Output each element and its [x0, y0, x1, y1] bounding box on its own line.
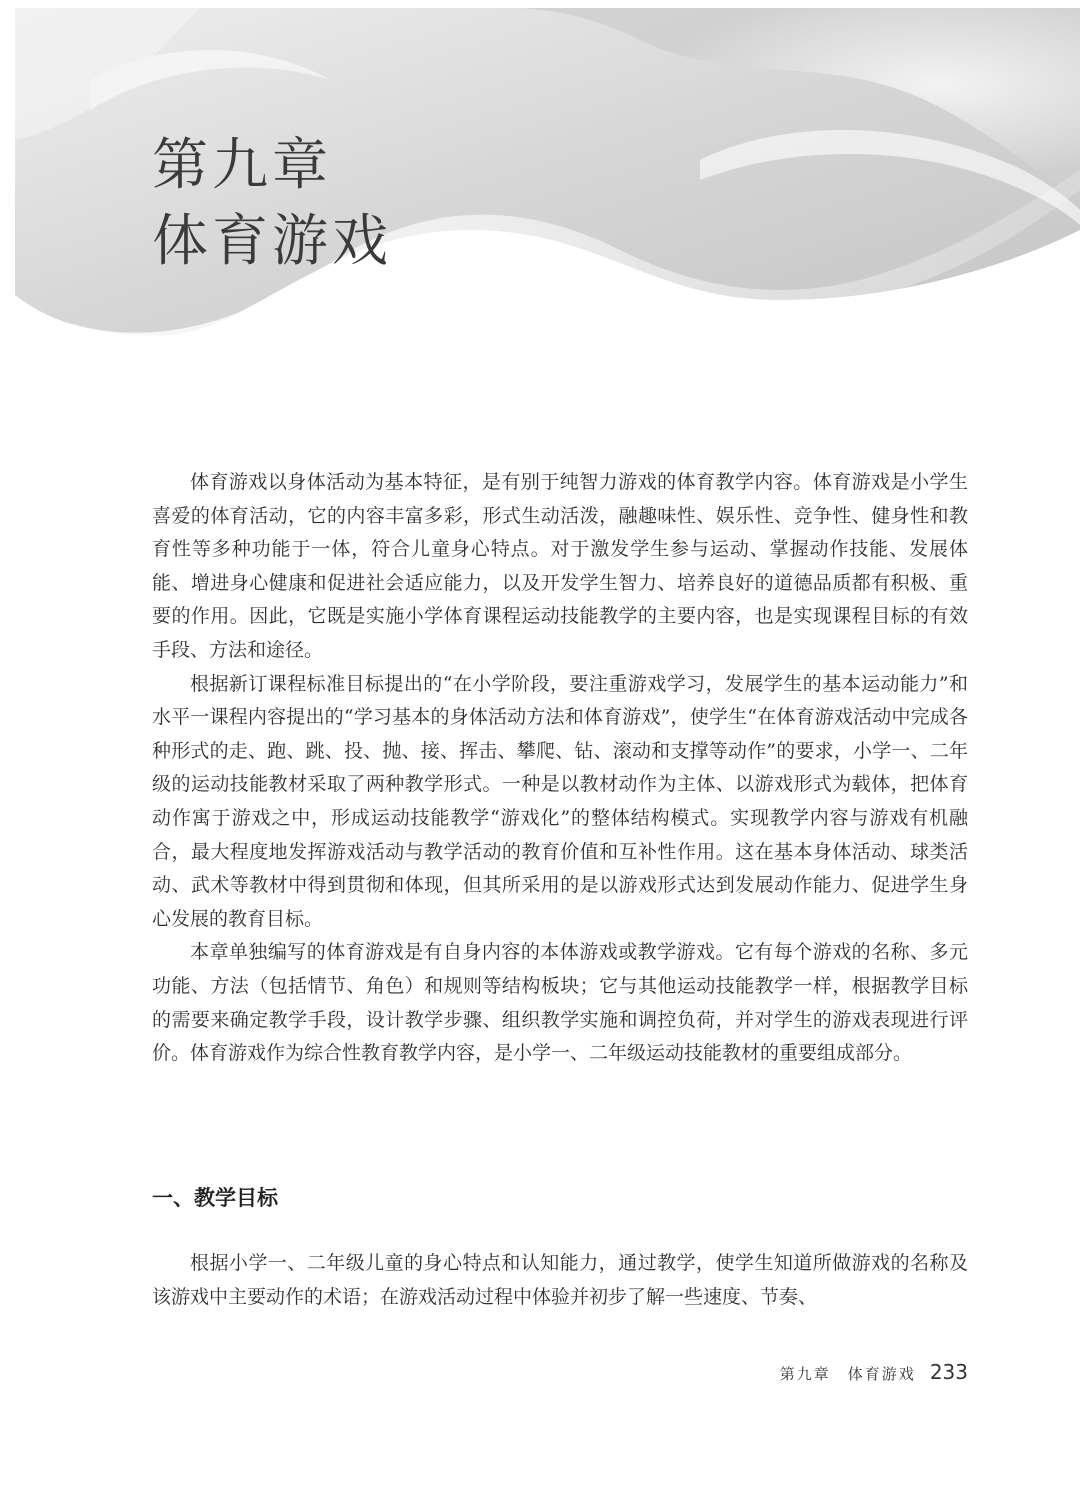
chapter-name: 体育游戏	[152, 209, 392, 274]
running-title: 第九章 体育游戏	[779, 1365, 916, 1383]
paragraph: 根据小学一、二年级儿童的身心特点和认知能力，通过教学，使学生知道所做游戏的名称及该游戏中主要动作的术语；在游戏活动过程中体验并初步了解一些速度、节奏、	[152, 1252, 968, 1308]
intro-body	[152, 466, 968, 1071]
page-footer	[780, 1360, 968, 1384]
section-heading: 一、教学目标	[152, 1186, 278, 1210]
chapter-number: 第九章	[152, 133, 332, 198]
paragraph: 体育游戏以身体活动为基本特征，是有别于纯智力游戏的体育教学内容。体育游戏是小学生喜爱的体育活动，它的内容丰富多彩，形式生动活泼，融趣味性、娱乐性、竞争性、健身性和教育性等多种功能于一体，符合儿童身心特点。对于激发学生参与运动、掌握动作技能、发展体能、增进身心健康和促进社会适应能力，以及开发学生智力、培养良好的道德品质都有积极、重要的作用。因此，它既是实施小学体育课程运动技能教学的主要内容，也是实现课程目标的有效手段、方法和途径。	[152, 471, 968, 661]
chapter-title	[152, 128, 392, 280]
paragraph: 本章单独编写的体育游戏是有自身内容的本体游戏或教学游戏。它有每个游戏的名称、多元功能、方法（包括情节、角色）和规则等结构板块；它与其他运动技能教学一样，根据教学目标的需要来确定教学手段，设计教学步骤、组织教学实施和调控负荷，并对学生的游戏表现进行评价。体育游戏作为综合性教育教学内容，是小学一、二年级运动技能教材的重要组成部分。	[152, 941, 968, 1065]
paragraph: 根据新订课程标准目标提出的“在小学阶段，要注重游戏学习，发展学生的基本运动能力”和水平一课程内容提出的“学习基本的身体活动方法和体育游戏”，使学生“在体育游戏活动中完成各种形式的走、跑、跳、投、抛、接、挥击、攀爬、钻、滚动和支撑等动作”的要求，小学一、二年级的运动技能教材采取了两种教学形式。一种是以教材动作为主体、以游戏形式为载体，把体育动作寓于游戏之中，形成运动技能教学“游戏化”的整体结构模式。实现教学内容与游戏有机融合，最大程度地发挥游戏活动与教学活动的教育价值和互补性作用。这在基本身体活动、球类活动、武术等教材中得到贯彻和体现，但其所采用的是以游戏形式达到发展动作能力、促进学生身心发展的教育目标。	[152, 672, 968, 930]
page-number: 233	[929, 1360, 968, 1384]
section-body	[152, 1247, 968, 1314]
